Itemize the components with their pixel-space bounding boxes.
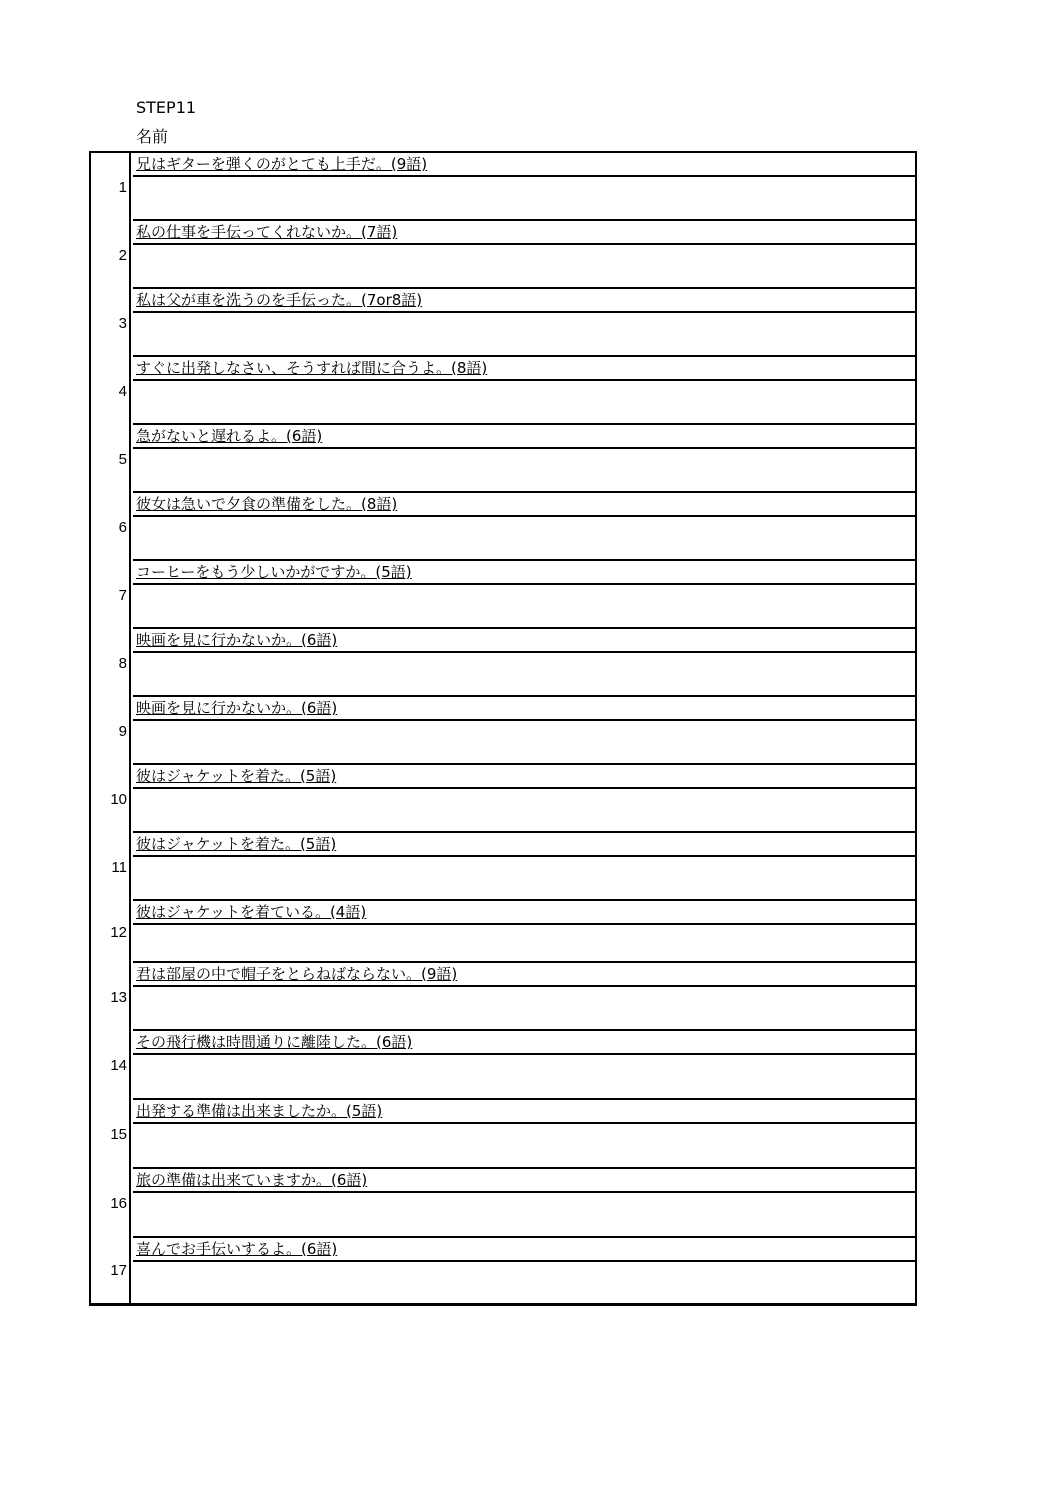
question-text: その飛行機は時間通りに離陸した。(6語) [136, 1033, 413, 1051]
question-number: 17 [91, 1238, 131, 1303]
row-divider [133, 423, 915, 425]
row-divider [133, 355, 915, 357]
question-prompt [133, 289, 915, 311]
row-divider [133, 1098, 915, 1100]
question-prompt [133, 697, 915, 719]
question-prompt [133, 493, 915, 515]
question-prompt [133, 1169, 915, 1191]
question-number: 5 [91, 425, 131, 493]
question-text: 彼はジャケットを着た。(5語) [136, 835, 337, 853]
answer-area[interactable] [133, 311, 915, 357]
question-text: コーヒーをもう少しいかがですか。(5語) [136, 563, 412, 581]
question-text: すぐに出発しなさい、そうすれば間に合うよ。(8語) [136, 359, 488, 377]
question-prompt [133, 357, 915, 379]
answer-area[interactable] [133, 719, 915, 765]
question-table [89, 151, 917, 1306]
answer-area[interactable] [133, 855, 915, 901]
row-divider [133, 219, 915, 221]
question-number: 12 [91, 901, 131, 963]
question-number: 9 [91, 697, 131, 765]
answer-area[interactable] [133, 1260, 915, 1303]
question-prompt [133, 1031, 915, 1053]
question-prompt [133, 1100, 915, 1122]
answer-area[interactable] [133, 787, 915, 833]
question-number: 13 [91, 963, 131, 1031]
row-divider [133, 1167, 915, 1169]
question-row [91, 1169, 915, 1238]
answer-area[interactable] [133, 985, 915, 1031]
question-row [91, 901, 915, 963]
question-row [91, 289, 915, 357]
question-number: 10 [91, 765, 131, 833]
question-text: 映画を見に行かないか。(6語) [136, 699, 338, 717]
question-row [91, 493, 915, 561]
question-row [91, 357, 915, 425]
row-divider [133, 491, 915, 493]
question-prompt [133, 1238, 915, 1260]
row-divider [133, 831, 915, 833]
question-prompt [133, 629, 915, 651]
row-divider [133, 1029, 915, 1031]
question-number: 8 [91, 629, 131, 697]
question-row [91, 629, 915, 697]
question-text: 映画を見に行かないか。(6語) [136, 631, 338, 649]
question-text: 急がないと遅れるよ。(6語) [136, 427, 323, 445]
question-text: 旅の準備は出来ていますか。(6語) [136, 1171, 368, 1189]
row-divider [133, 559, 915, 561]
answer-area[interactable] [133, 243, 915, 289]
question-row [91, 1100, 915, 1169]
question-row [91, 697, 915, 765]
answer-area[interactable] [133, 1053, 915, 1100]
question-row [91, 1238, 915, 1303]
question-text: 彼はジャケットを着た。(5語) [136, 767, 337, 785]
question-row [91, 1031, 915, 1100]
question-text: 彼女は急いで夕食の準備をした。(8語) [136, 495, 398, 513]
answer-area[interactable] [133, 175, 915, 221]
question-text: 君は部屋の中で帽子をとらねばならない。(9語) [136, 965, 458, 983]
answer-area[interactable] [133, 1191, 915, 1238]
question-text: 出発する準備は出来ましたか。(5語) [136, 1102, 383, 1120]
row-divider [133, 627, 915, 629]
answer-area[interactable] [133, 583, 915, 629]
answer-area[interactable] [133, 515, 915, 561]
question-prompt [133, 561, 915, 583]
question-number: 6 [91, 493, 131, 561]
question-prompt [133, 221, 915, 243]
question-text: 彼はジャケットを着ている。(4語) [136, 903, 367, 921]
row-divider [133, 899, 915, 901]
row-divider [133, 763, 915, 765]
question-number: 14 [91, 1031, 131, 1100]
question-number: 7 [91, 561, 131, 629]
answer-area[interactable] [133, 923, 915, 963]
question-number: 1 [91, 153, 131, 221]
answer-area[interactable] [133, 379, 915, 425]
name-label: 名前 [136, 127, 169, 146]
question-row [91, 425, 915, 493]
question-number: 15 [91, 1100, 131, 1169]
answer-area[interactable] [133, 447, 915, 493]
question-row [91, 221, 915, 289]
row-divider [133, 287, 915, 289]
row-divider [133, 1236, 915, 1238]
question-number: 16 [91, 1169, 131, 1238]
answer-area[interactable] [133, 651, 915, 697]
question-text: 私の仕事を手伝ってくれないか。(7語) [136, 223, 398, 241]
row-divider [133, 695, 915, 697]
question-text: 私は父が車を洗うのを手伝った。(7or8語) [136, 291, 423, 309]
question-prompt [133, 153, 915, 175]
question-prompt [133, 901, 915, 923]
question-number: 11 [91, 833, 131, 901]
question-text: 兄はギターを弾くのがとても上手だ。(9語) [136, 155, 428, 173]
question-row [91, 153, 915, 221]
question-prompt [133, 963, 915, 985]
question-prompt [133, 425, 915, 447]
question-number: 4 [91, 357, 131, 425]
worksheet-title: STEP11 [136, 98, 197, 117]
question-number: 3 [91, 289, 131, 357]
question-row [91, 765, 915, 833]
question-number: 2 [91, 221, 131, 289]
question-text: 喜んでお手伝いするよ。(6語) [136, 1240, 338, 1258]
answer-area[interactable] [133, 1122, 915, 1169]
row-divider [133, 961, 915, 963]
question-row [91, 963, 915, 1031]
question-prompt [133, 765, 915, 787]
question-row [91, 561, 915, 629]
question-row [91, 833, 915, 901]
question-prompt [133, 833, 915, 855]
